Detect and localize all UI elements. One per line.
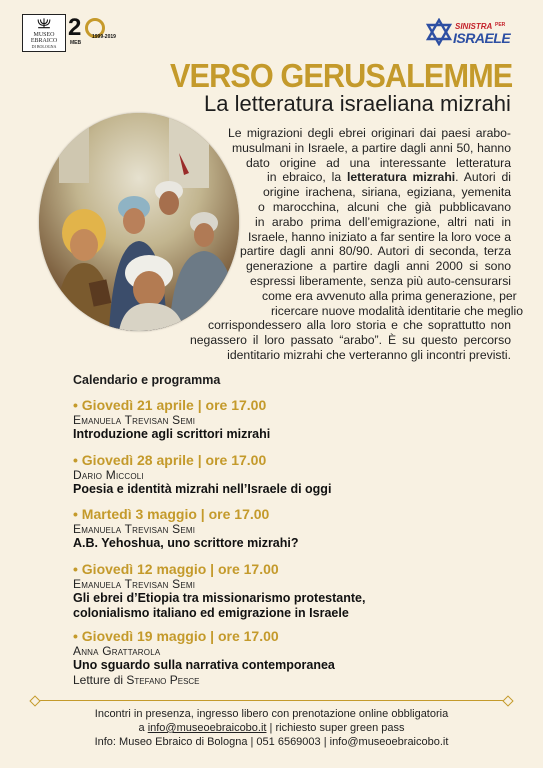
intro-line xyxy=(255,215,511,230)
page-title: VERSO GERUSALEMME xyxy=(170,57,513,94)
intro-line xyxy=(258,200,511,215)
museo-logo-line1: MUSEO xyxy=(33,32,55,38)
event-2 xyxy=(73,452,331,497)
event-date: • Giovedì 28 aprile | ore 17.00 xyxy=(73,452,267,468)
event-date: • Giovedì 12 maggio | ore 17.00 xyxy=(73,561,279,577)
intro-emphasis: letteratura mizrahi xyxy=(347,170,456,185)
event-5 xyxy=(73,628,335,687)
event-date: • Martedì 3 maggio | ore 17.00 xyxy=(73,506,270,522)
intro-text: Le migrazioni degli ebrei originari dai paesi arabo- xyxy=(228,126,511,140)
event-3 xyxy=(73,506,299,551)
menorah-icon xyxy=(37,17,51,29)
intro-paragraph xyxy=(0,126,524,363)
event-date: • Giovedì 21 aprile | ore 17.00 xyxy=(73,397,267,413)
footer-line2-prefix: a xyxy=(138,722,145,734)
museo-ebraico-logo xyxy=(22,14,66,52)
event-talk: Introduzione agli scrittori mizrahi xyxy=(73,427,271,441)
intro-line xyxy=(263,185,511,200)
intro-text: partire dagli anni 80/90. Autori di seconda, terza xyxy=(240,244,511,259)
anniversary-logo xyxy=(68,14,120,46)
event-talk: Poesia e identità mizrahi nell’Israele di oggi xyxy=(73,482,332,496)
footer-line2-suffix: | richiesto super green pass xyxy=(269,722,405,734)
intro-text: identitario mizrahi che verteranno gli incontri previsti. xyxy=(227,347,511,362)
anniversary-meb: MEB xyxy=(70,40,82,46)
footer-line3: Info: Museo Ebraico di Bologna | 051 6569003 | info@museoebraicobo.it xyxy=(94,736,449,748)
reading-name: Stefano Pesce xyxy=(126,673,200,687)
event-speaker: Emanuela Trevisan Semi xyxy=(73,522,196,536)
museo-logo-line3: DI BOLOGNA xyxy=(31,44,57,49)
event-talk: Gli ebrei d’Etiopia tra missionarismo protestante, xyxy=(73,591,366,605)
event-speaker: Anna Grattarola xyxy=(73,644,161,658)
intro-text: Israele, hanno iniziato a far sentire la loro voce a xyxy=(248,229,511,244)
intro-line xyxy=(262,288,517,304)
intro-text: musulmani in Israele, a partire dagli anni 50, hanno xyxy=(232,140,511,155)
intro-line xyxy=(246,259,511,274)
intro-text: o marocchina, alcuni che già pubblicavano xyxy=(258,199,511,214)
event-talk-line2: colonialismo italiano ed emigrazione in Israele xyxy=(73,606,349,620)
intro-text: dato origine ad una interessante letteratura xyxy=(246,155,511,170)
museo-logo-line2: EBRAICO xyxy=(30,38,58,44)
intro-text: come era avvenuto alla prima generazione, per xyxy=(262,288,517,303)
event-reading xyxy=(73,673,335,687)
partner-logo-per: PER xyxy=(495,22,506,28)
intro-line xyxy=(228,126,511,141)
anniversary-number: 2 xyxy=(68,14,82,41)
intro-text: negassero il loro passato “arabo”. È su questo percorso xyxy=(190,333,511,348)
divider-ornament-right xyxy=(502,695,513,706)
footer-line1: Incontri in presenza, ingresso libero con prenotazione online obbligatoria xyxy=(94,708,449,720)
intro-line xyxy=(246,156,511,171)
intro-line xyxy=(267,170,511,185)
intro-line xyxy=(208,318,511,333)
intro-text: generazione a partire dagli anni 2000 si sono xyxy=(246,259,511,274)
intro-line xyxy=(190,333,511,348)
event-talk: Uno sguardo sulla narrativa contemporanea xyxy=(73,658,335,672)
intro-line xyxy=(271,303,524,319)
event-speaker: Emanuela Trevisan Semi xyxy=(73,577,196,591)
event-1 xyxy=(73,397,270,442)
anniversary-years: 1999-2019 xyxy=(92,34,116,40)
intro-text: . Autori di xyxy=(455,170,511,185)
intro-text: corrispondessero alla loro storia e che soprattutto non xyxy=(208,318,511,333)
event-talk: A.B. Yehoshua, uno scrittore mizrahi? xyxy=(73,536,299,550)
intro-line xyxy=(250,274,511,289)
event-speaker: Dario Miccoli xyxy=(73,468,144,482)
page-subtitle: La letteratura israeliana mizrahi xyxy=(204,91,511,116)
intro-line xyxy=(240,244,511,259)
event-date: • Giovedì 19 maggio | ore 17.00 xyxy=(73,628,279,644)
footer-line2 xyxy=(0,722,543,734)
event-4 xyxy=(73,561,365,621)
intro-text: espressi liberamente, senza più auto-censurarsi xyxy=(250,273,511,288)
intro-text: in arabo prima dell’emigrazione, altri nati in xyxy=(255,214,511,229)
partner-logo-small: SINISTRA xyxy=(455,22,493,31)
intro-text: ricercare nuove modalità identitarie che meglio xyxy=(271,303,524,318)
event-speaker: Emanuela Trevisan Semi xyxy=(73,413,196,427)
footer-divider xyxy=(35,700,508,701)
partner-logo-big: ISRAELE xyxy=(453,30,511,46)
intro-line xyxy=(172,348,511,363)
reading-prefix: Letture di xyxy=(73,673,124,687)
divider-ornament-left xyxy=(29,695,40,706)
sinistra-per-israele-logo xyxy=(425,16,511,50)
intro-line xyxy=(232,141,511,156)
star-of-david-icon xyxy=(425,18,453,46)
booking-email-link[interactable]: info@museoebraicobo.it xyxy=(147,722,267,734)
calendar-heading: Calendario e programma xyxy=(73,373,221,387)
intro-text: origine irachena, siriana, egiziana, yemenita xyxy=(263,185,511,200)
intro-line xyxy=(248,230,511,245)
intro-text: in ebraico, la xyxy=(267,170,347,185)
